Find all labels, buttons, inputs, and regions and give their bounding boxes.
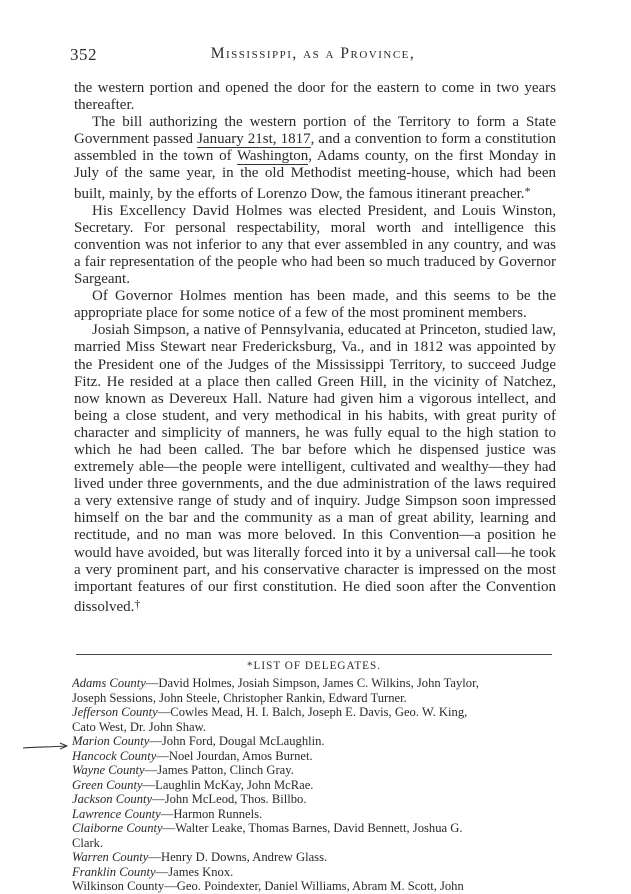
body-paragraph bbox=[74, 288, 556, 322]
page-header bbox=[70, 45, 556, 67]
delegate-names: —James Knox. bbox=[155, 864, 234, 879]
county-name: Wayne County bbox=[72, 763, 145, 777]
delegate-names: Cato West, Dr. John Shaw. bbox=[72, 719, 207, 734]
county-name: Jefferson County bbox=[72, 705, 158, 719]
page-number: 352 bbox=[70, 45, 97, 64]
body-paragraph bbox=[74, 80, 556, 114]
delegate-names: —John McLeod, Thos. Billbo. bbox=[152, 792, 307, 806]
delegate-line bbox=[72, 836, 556, 851]
paragraph-text: Of Governor Holmes mention has been made, and this seems to be the appropriate place for some notice of a few of the most prominent members. bbox=[74, 288, 556, 322]
footnote-divider bbox=[76, 654, 552, 655]
delegate-line bbox=[72, 879, 556, 894]
delegate-line bbox=[72, 691, 556, 706]
county-name: Marion County bbox=[72, 734, 150, 748]
paragraph-text: His Excellency David Holmes was elected President, and Louis Winston, Secretary. For personal respectability, moral worth and intelligence this convention was not inferior to any that ever assembled in any country, and was a fair representation of the people who had been so much traduced by Governor Sargeant. bbox=[74, 202, 556, 288]
footnote-title: *LIST OF DELEGATES. bbox=[246, 660, 382, 672]
delegate-names: —Laughlin McKay, John McRae. bbox=[142, 777, 314, 792]
county-name: Adams County bbox=[72, 676, 146, 690]
paragraph-text: The bill authorizing the western portion of the Territory to form a State Government passed bbox=[74, 114, 556, 148]
delegate-line bbox=[72, 821, 556, 836]
paragraph-text: Josiah Simpson, a native of Pennsylvania, educated at Princeton, studied law, married Miss Stewart near Fredericksburg, Va., and in 1812 was appointed by the President one of the Judges of the Mississippi Territory, to succeed Judge Fitz. He resided at a place then called Green Hill, in the vicinity of Natchez, now known as Devereux Hall. Nature had given him a vigorous intellect, and being a close student, and very methodical in his habits, with great purity of character and simplicity of manners, he was fully equal to the high station to which he had been called. The bar before which he dispensed justice was extremely able—the people were intelligent, cultivated and wealthy—they had lived under three governments, and the due administration of the laws required a very extensive range of study and of inquiry. Judge Simpson soon impressed himself on the bar and the community as a man of great ability, learning and rectitude, and no man was more beloved. In this Convention—a position he would have avoided, but was literally forced into it by a universal call—he took a very prominent part, and his conservative character is impressed on the most important features of our first constitution. He died soon after the Convention dissolved. bbox=[74, 322, 556, 615]
county-name: Green County bbox=[72, 777, 143, 792]
delegate-names: —Harmon Runnels. bbox=[160, 806, 263, 821]
county-name: Lawrence County bbox=[72, 806, 161, 821]
delegate-names: Clark. bbox=[72, 835, 104, 850]
delegate-names: —John Ford, Dougal McLaughlin. bbox=[149, 734, 325, 748]
delegate-names: —Walter Leake, Thomas Barnes, David Bennett, Joshua G. bbox=[162, 821, 463, 835]
delegate-line bbox=[72, 749, 556, 764]
county-name: Claiborne County bbox=[72, 821, 163, 835]
footnote-list-of-delegates bbox=[72, 660, 556, 894]
delegate-names: —David Holmes, Josiah Simpson, James C. Wilkins, John Taylor, bbox=[145, 676, 479, 690]
delegate-line bbox=[72, 850, 556, 865]
delegate-line bbox=[72, 778, 556, 793]
paragraph-text: the western portion and opened the door for the eastern to come in two years thereafter. bbox=[74, 80, 556, 114]
delegate-line bbox=[72, 734, 556, 749]
delegate-names: —Noel Jourdan, Amos Burnet. bbox=[156, 748, 313, 763]
delegate-names: Wilkinson County—Geo. Poindexter, Daniel Williams, Abram M. Scott, John bbox=[72, 879, 464, 893]
delegate-line bbox=[72, 705, 556, 720]
county-name: Franklin County bbox=[72, 864, 156, 879]
delegate-names: —Henry D. Downs, Andrew Glass. bbox=[148, 850, 328, 864]
body-text bbox=[74, 80, 556, 616]
delegate-list bbox=[72, 676, 556, 894]
county-name: Jackson County bbox=[72, 792, 153, 806]
footnote-marker: * bbox=[524, 183, 531, 198]
delegate-line bbox=[72, 720, 556, 735]
delegate-names: —James Patton, Clinch Gray. bbox=[144, 763, 294, 777]
underlined-text: Washington bbox=[236, 148, 309, 165]
handwritten-arrow-mark bbox=[22, 742, 68, 752]
paragraph-text: , Adams county, on the first Monday in July of the same year, in the old Methodist meeting-house, which had been built, mainly, by the efforts of Lorenzo Dow, the famous itinerant preacher. bbox=[74, 148, 557, 202]
delegate-line bbox=[72, 792, 556, 807]
body-paragraph bbox=[74, 203, 556, 288]
delegate-names: Joseph Sessions, John Steele, Christopher Rankin, Edward Turner. bbox=[72, 690, 407, 705]
delegate-line bbox=[72, 763, 556, 778]
delegate-names: —Cowles Mead, H. I. Balch, Joseph E. Davis, Geo. W. King, bbox=[157, 705, 468, 719]
footnote-marker: † bbox=[134, 596, 141, 611]
county-name: Warren County bbox=[72, 850, 149, 864]
paragraph-text: , and a convention to form a constitution assembled in the town of bbox=[74, 131, 557, 165]
running-head: Mississippi, as a Province, bbox=[210, 45, 416, 62]
delegate-line bbox=[72, 676, 556, 691]
body-paragraph bbox=[74, 322, 556, 616]
delegate-line bbox=[72, 807, 556, 822]
body-paragraph bbox=[74, 114, 556, 202]
underlined-text: January 21st, 1817 bbox=[197, 131, 311, 148]
county-name: Hancock County bbox=[72, 748, 157, 763]
delegate-line bbox=[72, 865, 556, 880]
